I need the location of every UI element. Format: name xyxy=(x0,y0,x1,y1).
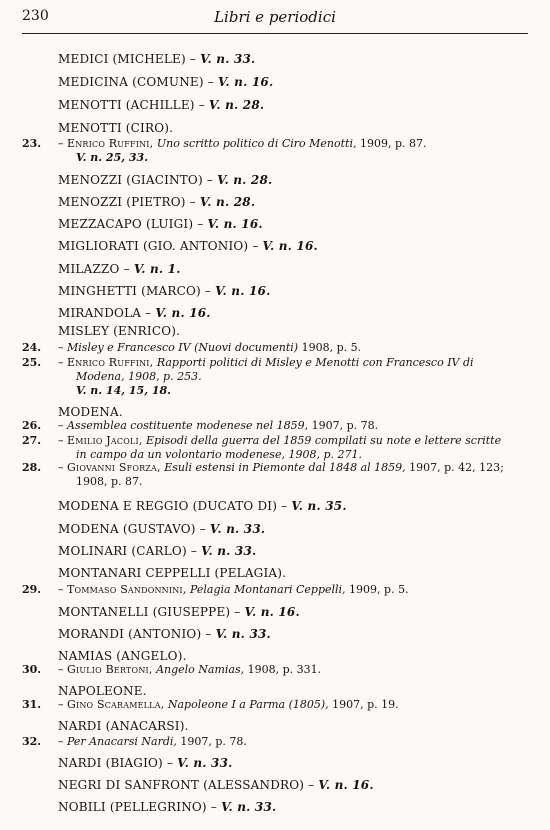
dash-separator: – xyxy=(185,52,201,66)
index-heading xyxy=(0,121,550,135)
entry-author: Enrico Ruffini, xyxy=(67,356,154,369)
entry-number: 26. xyxy=(22,419,42,432)
heading-name: MINGHETTI (MARCO) xyxy=(58,284,201,298)
index-heading xyxy=(0,324,550,338)
entry-title: Esuli estensi in Piemonte dal 1848 al 1859, xyxy=(164,461,406,474)
index-heading xyxy=(0,284,550,298)
heading-name: MIGLIORATI (GIO. ANTONIO) xyxy=(58,239,249,253)
entry-text xyxy=(58,356,474,369)
entry-details: 1907, p. 78. xyxy=(311,419,379,432)
entry-title: Angelo Namias, xyxy=(156,663,245,676)
entry-details: 1908, p. 331. xyxy=(247,663,322,676)
dash-separator: – xyxy=(186,544,202,558)
heading-name: MEZZACAPO (LUIGI) xyxy=(58,217,194,231)
heading-name: NEGRI DI SANFRONT (ALESSANDRO) xyxy=(58,778,305,792)
entry-number: 28. xyxy=(22,461,42,474)
heading-name: MENOTTI (ACHILLE) xyxy=(58,98,195,112)
heading-name: MEDICINA (COMUNE) xyxy=(58,75,204,89)
dash-separator: – xyxy=(58,419,67,432)
index-heading xyxy=(0,52,550,66)
index-heading xyxy=(0,239,550,253)
entry-title: Napoleone I a Parma (1805), xyxy=(167,698,329,711)
heading-name: MENOTTI (CIRO). xyxy=(58,121,174,135)
cross-reference: V. n. 33. xyxy=(209,522,266,536)
entry-number: 24. xyxy=(22,341,42,354)
dash-separator: – xyxy=(193,217,208,231)
entry-number: 27. xyxy=(22,434,42,447)
cross-reference: V. n. 28. xyxy=(208,98,265,112)
index-heading xyxy=(0,627,550,641)
heading-name: NAMIAS (ANGELO). xyxy=(58,649,187,663)
dash-separator: – xyxy=(248,239,263,253)
heading-name: MIRANDOLA xyxy=(58,306,142,320)
entry-number: 31. xyxy=(22,698,42,711)
dash-separator: – xyxy=(119,262,134,276)
dash-separator: – xyxy=(195,522,210,536)
cross-reference: V. n. 16. xyxy=(318,778,374,792)
entry-details: 1907, p. 42, 123; xyxy=(409,461,504,474)
cross-reference: V. n. 16. xyxy=(218,75,274,89)
cross-reference: V. n. 16. xyxy=(262,239,318,253)
entry-title: Episodi della guerra del 1859 compilati su note e lettere scritte xyxy=(146,434,502,447)
heading-name: MISLEY (ENRICO). xyxy=(58,324,181,338)
index-heading xyxy=(0,499,550,513)
entry-author: Gino Scaramella, xyxy=(67,698,165,711)
entry-author: Giovanni Sforza, xyxy=(67,461,161,474)
dash-separator: – xyxy=(200,284,216,298)
entry-number: 25. xyxy=(22,356,42,369)
dash-separator: – xyxy=(58,735,67,748)
heading-name: NAPOLEONE. xyxy=(58,684,147,698)
dash-separator: – xyxy=(162,756,178,770)
dash-separator: – xyxy=(141,306,156,320)
index-heading xyxy=(0,405,550,419)
cross-reference: V. n. 28. xyxy=(217,173,273,187)
index-heading xyxy=(0,756,550,770)
cross-reference: V. n. 16. xyxy=(244,605,300,619)
entry-text xyxy=(58,583,409,596)
entry-title: Assemblea costituente modenese nel 1859, xyxy=(67,419,309,432)
dash-separator: – xyxy=(58,137,67,150)
dash-separator: – xyxy=(201,627,216,641)
cross-reference: V. n. 16. xyxy=(155,306,211,320)
entry-text xyxy=(58,419,378,432)
entry-title: Per Anacarsi Nardi, xyxy=(67,735,177,748)
entry-continuation: 1908, p. 87. xyxy=(76,475,143,488)
dash-separator: – xyxy=(58,583,67,596)
heading-name: MONTANELLI (GIUSEPPE) xyxy=(58,605,231,619)
index-heading xyxy=(0,649,550,663)
entry-title: Rapporti politici di Misley e Menotti con Francesco IV di xyxy=(156,356,474,369)
running-title: Libri e periodici xyxy=(214,8,336,26)
entry-author: Enrico Ruffini, xyxy=(67,137,154,150)
heading-name: MENOZZI (GIACINTO) xyxy=(58,173,203,187)
heading-name: MODENA E REGGIO (DUCATO DI) xyxy=(58,499,278,513)
heading-name: MILAZZO xyxy=(58,262,120,276)
entry-text xyxy=(58,663,321,676)
cross-reference: V. n. 33. xyxy=(201,544,257,558)
index-heading xyxy=(0,684,550,698)
cross-reference: V. n. 14, 15, 18. xyxy=(76,384,171,397)
entry-continuation: in campo da un volontario modenese, 1908, p. 271. xyxy=(76,448,362,461)
heading-name: NARDI (ANACARSI). xyxy=(58,719,189,733)
dash-separator: – xyxy=(202,173,218,187)
index-heading xyxy=(0,778,550,792)
entry-author: Tommaso Sandonnini, xyxy=(67,583,187,596)
index-heading xyxy=(0,195,550,209)
index-heading xyxy=(0,306,550,320)
cross-reference: V. n. 33. xyxy=(177,756,233,770)
entry-details: 1907, p. 78. xyxy=(180,735,247,748)
dash-separator: – xyxy=(58,356,67,369)
index-heading xyxy=(0,522,550,536)
entry-text xyxy=(58,137,427,150)
heading-name: MORANDI (ANTONIO) xyxy=(58,627,202,641)
heading-name: MONTANARI CEPPELLI (PELAGIA). xyxy=(58,566,287,580)
page-number: 230 xyxy=(22,8,49,24)
entry-continuation: Modena, 1908, p. 253. xyxy=(76,370,202,383)
dash-separator: – xyxy=(58,663,67,676)
dash-separator: – xyxy=(230,605,245,619)
index-heading xyxy=(0,75,550,89)
cross-reference: V. n. 33. xyxy=(200,52,256,66)
heading-name: NOBILI (PELLEGRINO) xyxy=(58,800,207,814)
entry-author: Emilio Jacoli, xyxy=(67,434,143,447)
dash-separator: – xyxy=(203,75,218,89)
cross-reference: V. n. 16. xyxy=(215,284,271,298)
entry-details: 1907, p. 19. xyxy=(332,698,399,711)
dash-separator: – xyxy=(58,698,67,711)
heading-name: NARDI (BIAGIO) xyxy=(58,756,163,770)
entry-text xyxy=(58,461,504,474)
index-heading xyxy=(0,566,550,580)
cross-reference: V. n. 33. xyxy=(215,627,271,641)
header-rule xyxy=(22,33,528,34)
entry-number: 30. xyxy=(22,663,42,676)
heading-name: MOLINARI (CARLO) xyxy=(58,544,187,558)
entry-number: 32. xyxy=(22,735,42,748)
cross-reference: V. n. 25, 33. xyxy=(76,151,149,164)
dash-separator: – xyxy=(58,461,67,474)
cross-reference: V. n. 1. xyxy=(133,262,181,276)
index-heading xyxy=(0,173,550,187)
index-heading xyxy=(0,98,550,112)
dash-separator: – xyxy=(206,800,222,814)
cross-reference: V. n. 35. xyxy=(291,499,347,513)
entry-number: 23. xyxy=(22,137,42,150)
entry-title: Misley e Francesco IV (Nuovi documenti) xyxy=(67,341,299,354)
index-heading xyxy=(0,800,550,814)
cross-reference: V. n. 16. xyxy=(207,217,263,231)
dash-separator: – xyxy=(304,778,319,792)
index-heading xyxy=(0,217,550,231)
entry-details: 1909, p. 5. xyxy=(349,583,409,596)
dash-separator: – xyxy=(58,434,67,447)
entry-text xyxy=(58,735,247,748)
heading-name: MEDICI (MICHELE) xyxy=(58,52,186,66)
dash-separator: – xyxy=(194,98,209,112)
dash-separator: – xyxy=(58,341,67,354)
index-heading xyxy=(0,605,550,619)
entry-text xyxy=(58,434,501,447)
heading-name: MODENA. xyxy=(58,405,123,419)
heading-name: MODENA (GUSTAVO) xyxy=(58,522,196,536)
index-heading xyxy=(0,544,550,558)
entry-title: Uno scritto politico di Ciro Menotti, xyxy=(156,137,357,150)
entry-details: 1908, p. 5. xyxy=(301,341,362,354)
entry-title: Pelagia Montanari Ceppelli, xyxy=(190,583,346,596)
dash-separator: – xyxy=(185,195,200,209)
dash-separator: – xyxy=(277,499,292,513)
index-heading xyxy=(0,719,550,733)
entry-text xyxy=(58,698,399,711)
entry-author: Giulio Bertoni, xyxy=(67,663,153,676)
entry-details: 1909, p. 87. xyxy=(359,137,427,150)
index-heading xyxy=(0,262,550,276)
entry-number: 29. xyxy=(22,583,42,596)
cross-reference: V. n. 28. xyxy=(199,195,256,209)
cross-reference: V. n. 33. xyxy=(221,800,277,814)
entry-text xyxy=(58,341,361,354)
heading-name: MENOZZI (PIETRO) xyxy=(58,195,186,209)
